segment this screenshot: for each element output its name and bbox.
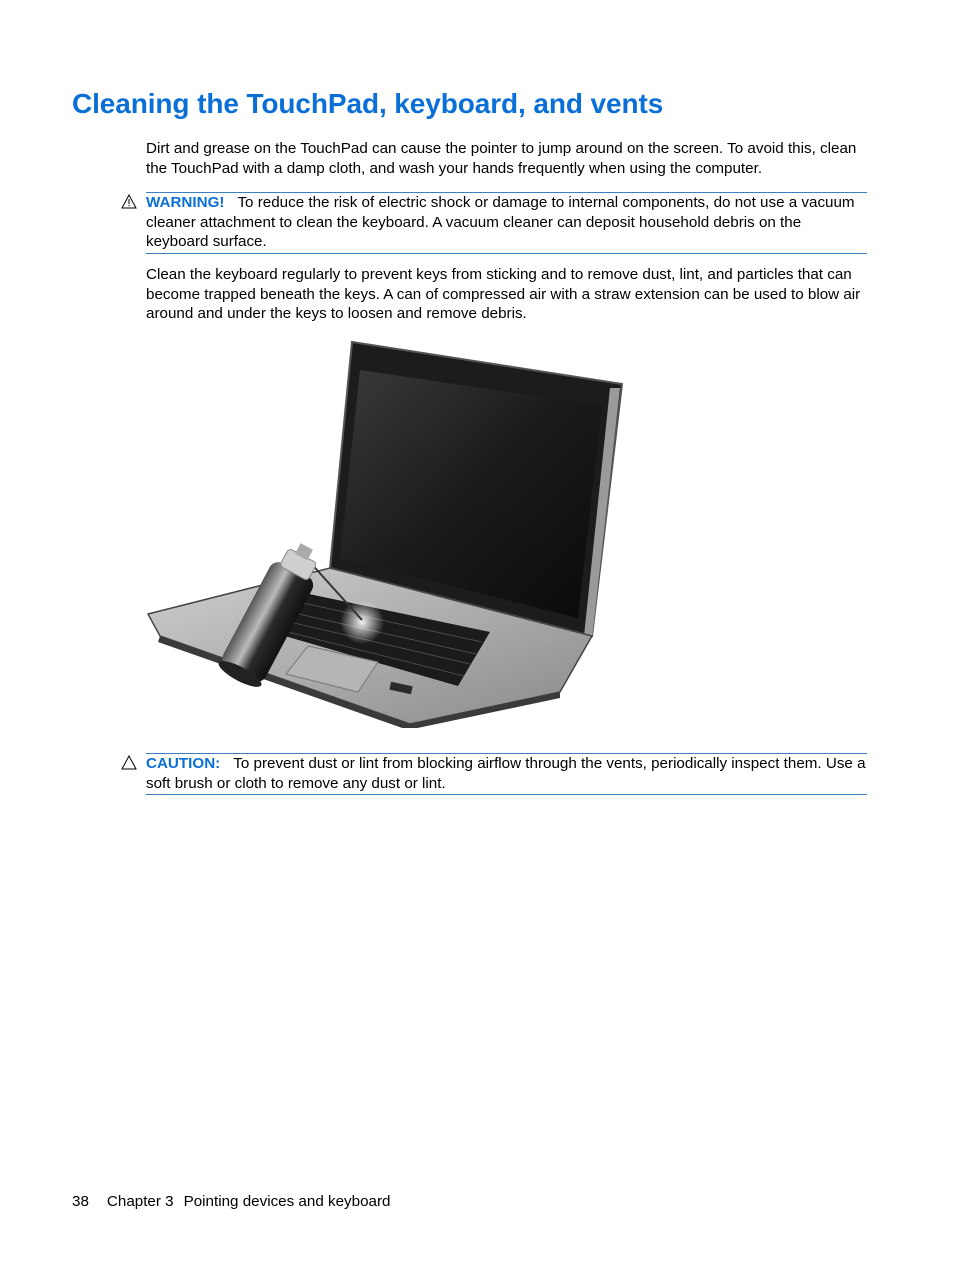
page-number: 38 bbox=[72, 1193, 89, 1210]
caution-text: To prevent dust or lint from blocking airflow through the vents, periodically inspect them. Use a soft brush or cloth to remove any dust or lint. bbox=[146, 755, 866, 792]
chapter-title: Pointing devices and keyboard bbox=[183, 1193, 391, 1210]
intro-paragraph: Dirt and grease on the TouchPad can cause the pointer to jump around on the screen. To avoid this, clean the TouchPad with a damp cloth, and wash your hands frequently when using the computer. bbox=[146, 140, 857, 177]
warning-text: To reduce the risk of electric shock or damage to internal components, do not use a vacuum cleaner attachment to clean the keyboard. A vacuum cleaner can deposit household debris on the keyboard surface. bbox=[146, 194, 855, 251]
keyboard-paragraph: Clean the keyboard regularly to prevent keys from sticking and to remove dust, lint, and particles that can become trapped beneath the keys. A can of compressed air with a straw extension can be used to blow air around and under the keys to loosen and remove debris. bbox=[146, 266, 861, 323]
caution-note bbox=[146, 753, 867, 795]
page-title: Cleaning the TouchPad, keyboard, and vents bbox=[72, 88, 664, 119]
page-footer bbox=[72, 1193, 390, 1210]
caution-triangle-icon bbox=[121, 755, 137, 770]
chapter-label: Chapter 3 bbox=[106, 1193, 174, 1210]
warning-triangle-icon bbox=[121, 194, 137, 209]
warning-note bbox=[146, 192, 867, 254]
laptop-cleaning-illustration bbox=[140, 336, 630, 728]
warning-label: WARNING! bbox=[146, 194, 225, 211]
caution-label: CAUTION: bbox=[146, 755, 221, 772]
